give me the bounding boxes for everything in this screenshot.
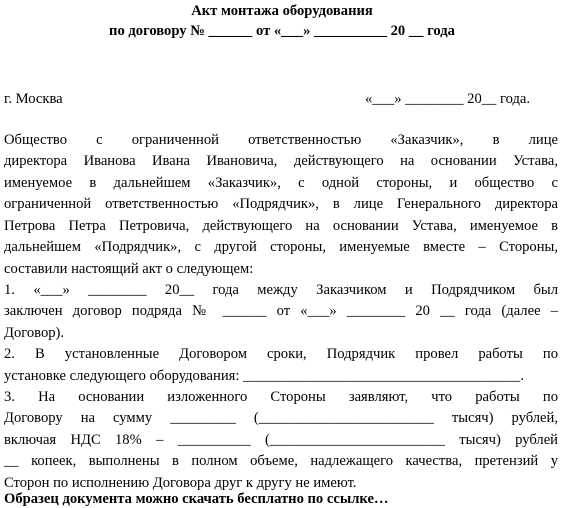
text-line: установке следующего оборудования: ______________________________________. bbox=[4, 368, 524, 384]
text-line: Договор). bbox=[4, 325, 65, 341]
text-line: Договору на сумму _________ (________________________ тысяч) рублей, bbox=[4, 410, 558, 426]
text-line: составили настоящий акт о следующем: bbox=[4, 261, 254, 277]
text-line: __ копеек, выполнены в полном объеме, надлежащего качества, претензий у bbox=[4, 453, 558, 469]
text-line: именуемое в дальнейшем «Заказчик», с одной стороны, и общество с bbox=[4, 175, 558, 191]
text-line: 1. «___» ________ 20__ года между Заказчиком и Подрядчиком был bbox=[4, 282, 558, 298]
text-line: Сторон по исполнению Договора друг к другу не имеют. bbox=[4, 475, 357, 491]
download-note: Образец документа можно скачать бесплатно по ссылке… bbox=[4, 491, 389, 507]
text-line: дальнейшем «Подрядчик», с другой стороны, именуемые вместе – Стороны, bbox=[4, 239, 558, 255]
city-label: г. Москва bbox=[4, 91, 63, 107]
text-line: Петрова Петра Петровича, действующего на основании Устава, именуемое в bbox=[4, 218, 558, 234]
text-line: директора Иванова Ивана Ивановича, действующего на основании Устава, bbox=[4, 153, 558, 169]
document-title-line-1: Акт монтажа оборудования bbox=[191, 3, 373, 19]
text-line: заключен договор подряда № ______ от «___» ________ 20 __ года (далее – bbox=[4, 303, 558, 319]
text-line: 3. На основании изложенного Стороны заявляют, что работы по bbox=[4, 389, 558, 405]
text-line: 2. В установленные Договором сроки, Подрядчик провел работы по bbox=[4, 346, 558, 362]
text-line: Общество с ограниченной ответственностью «Заказчик», в лице bbox=[4, 132, 558, 148]
document-title-line-2: по договору № ______ от «___» __________ 20 __ года bbox=[109, 23, 455, 39]
text-line: включая НДС 18% – __________ (________________________ тысяч) рублей bbox=[4, 432, 558, 448]
date-label: «___» ________ 20__ года. bbox=[365, 91, 531, 107]
text-line: ограниченной ответственностью «Подрядчик», в лице Генерального директора bbox=[4, 196, 558, 212]
